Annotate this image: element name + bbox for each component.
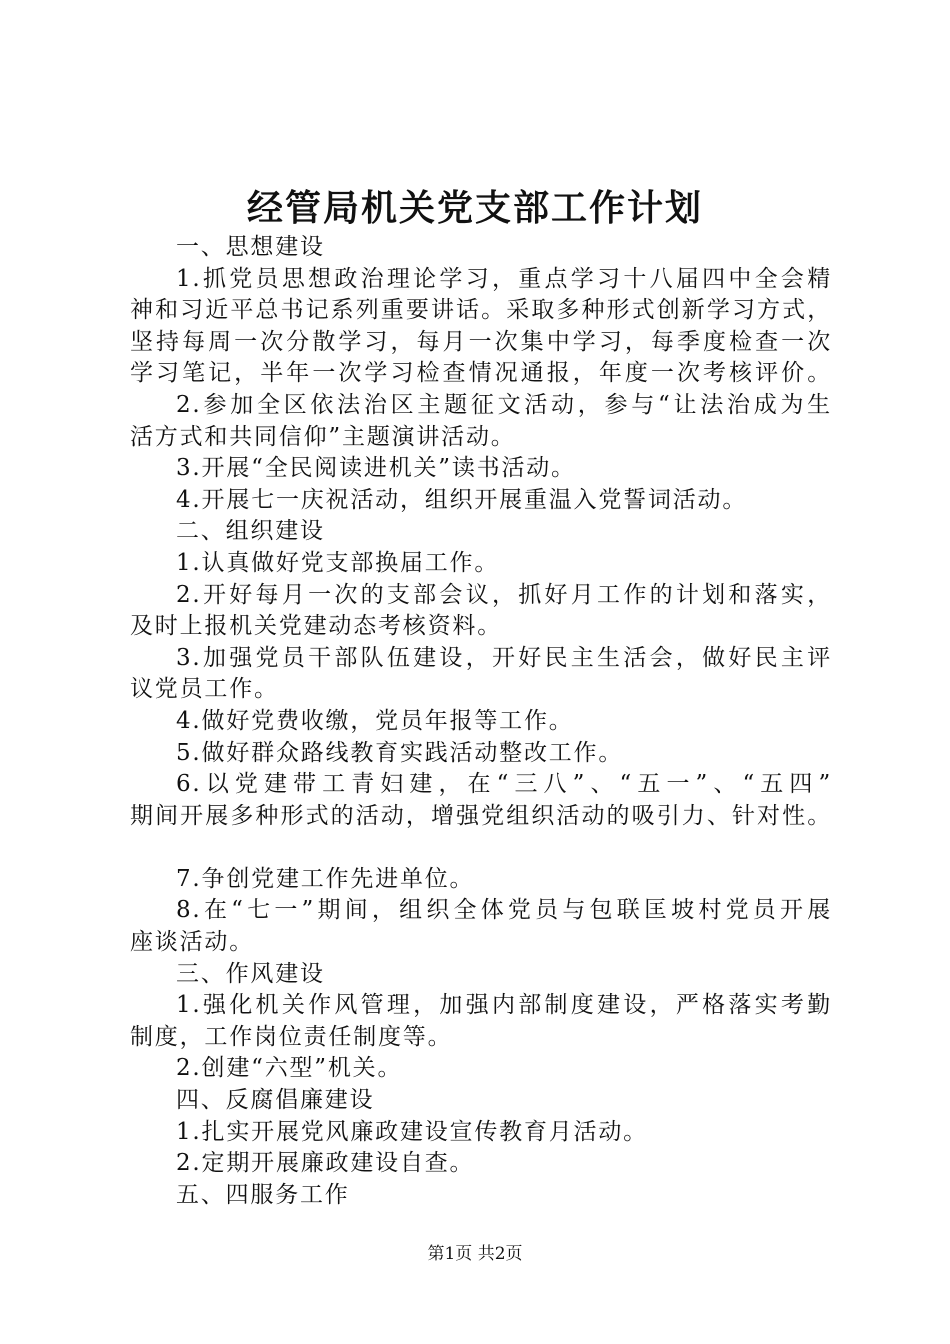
paragraph-line: 学习笔记，半年一次学习检查情况通报，年度一次考核评价。 bbox=[130, 360, 832, 387]
paragraph-line: 4.开展七一庆祝活动，组织开展重温入党誓词活动。 bbox=[176, 486, 748, 513]
section-heading-organization: 二、组织建设 bbox=[176, 518, 325, 545]
paragraph-line: 7.争创党建工作先进单位。 bbox=[176, 865, 475, 892]
paragraph-line: 议党员工作。 bbox=[130, 676, 279, 703]
paragraph-line: 1.抓党员思想政治理论学习，重点学习十八届四中全会精 bbox=[176, 265, 832, 292]
section-heading-anti-corruption: 四、反腐倡廉建设 bbox=[176, 1087, 375, 1114]
paragraph-line: 座谈活动。 bbox=[130, 929, 254, 956]
section-heading-ideology: 一、思想建设 bbox=[176, 234, 325, 260]
paragraph-line: 神和习近平总书记系列重要讲话。采取多种形式创新学习方式， bbox=[130, 297, 832, 324]
paragraph-line: 活方式和共同信仰”主题演讲活动。 bbox=[130, 423, 516, 450]
paragraph-line: 2.参加全区依法治区主题征文活动，参与“让法治成为生 bbox=[176, 391, 832, 418]
document-body bbox=[130, 232, 832, 1211]
paragraph-line: 2.创建“六型”机关。 bbox=[176, 1055, 403, 1082]
paragraph-line: 3.开展“全民阅读进机关”读书活动。 bbox=[176, 455, 576, 482]
paragraph-line: 3.加强党员干部队伍建设，开好民主生活会，做好民主评 bbox=[176, 644, 832, 671]
paragraph-line: 1.扎实开展党风廉政建设宣传教育月活动。 bbox=[176, 1118, 648, 1145]
page-footer: 第1页 共2页 bbox=[427, 1244, 523, 1264]
blank-line bbox=[130, 832, 832, 864]
section-heading-work-style: 三、作风建设 bbox=[176, 960, 325, 987]
paragraph-line: 期间开展多种形式的活动，增强党组织活动的吸引力、针对性。 bbox=[130, 802, 832, 829]
paragraph-line: 1.强化机关作风管理，加强内部制度建设，严格落实考勤 bbox=[176, 992, 832, 1019]
paragraph-line: 2.开好每月一次的支部会议，抓好月工作的计划和落实， bbox=[176, 581, 832, 608]
paragraph-line: 及时上报机关党建动态考核资料。 bbox=[130, 613, 502, 640]
paragraph-line: 2.定期开展廉政建设自查。 bbox=[176, 1150, 475, 1177]
paragraph-line: 8.在“七一”期间，组织全体党员与包联匡坡村党员开展 bbox=[176, 897, 832, 924]
paragraph-line: 5.做好群众路线教育实践活动整改工作。 bbox=[176, 739, 624, 766]
paragraph-line: 4.做好党费收缴，党员年报等工作。 bbox=[176, 707, 574, 734]
paragraph-line: 1.认真做好党支部换届工作。 bbox=[176, 549, 500, 576]
section-heading-service: 五、四服务工作 bbox=[176, 1181, 350, 1208]
paragraph-line: 制度，工作岗位责任制度等。 bbox=[130, 1023, 453, 1050]
paragraph-line: 6.以党建带工青妇建，在“三八”、“五一”、“五四” bbox=[176, 771, 832, 798]
document-title: 经管局机关党支部工作计划 bbox=[246, 187, 703, 229]
paragraph-line: 坚持每周一次分散学习，每月一次集中学习，每季度检查一次 bbox=[130, 328, 832, 355]
